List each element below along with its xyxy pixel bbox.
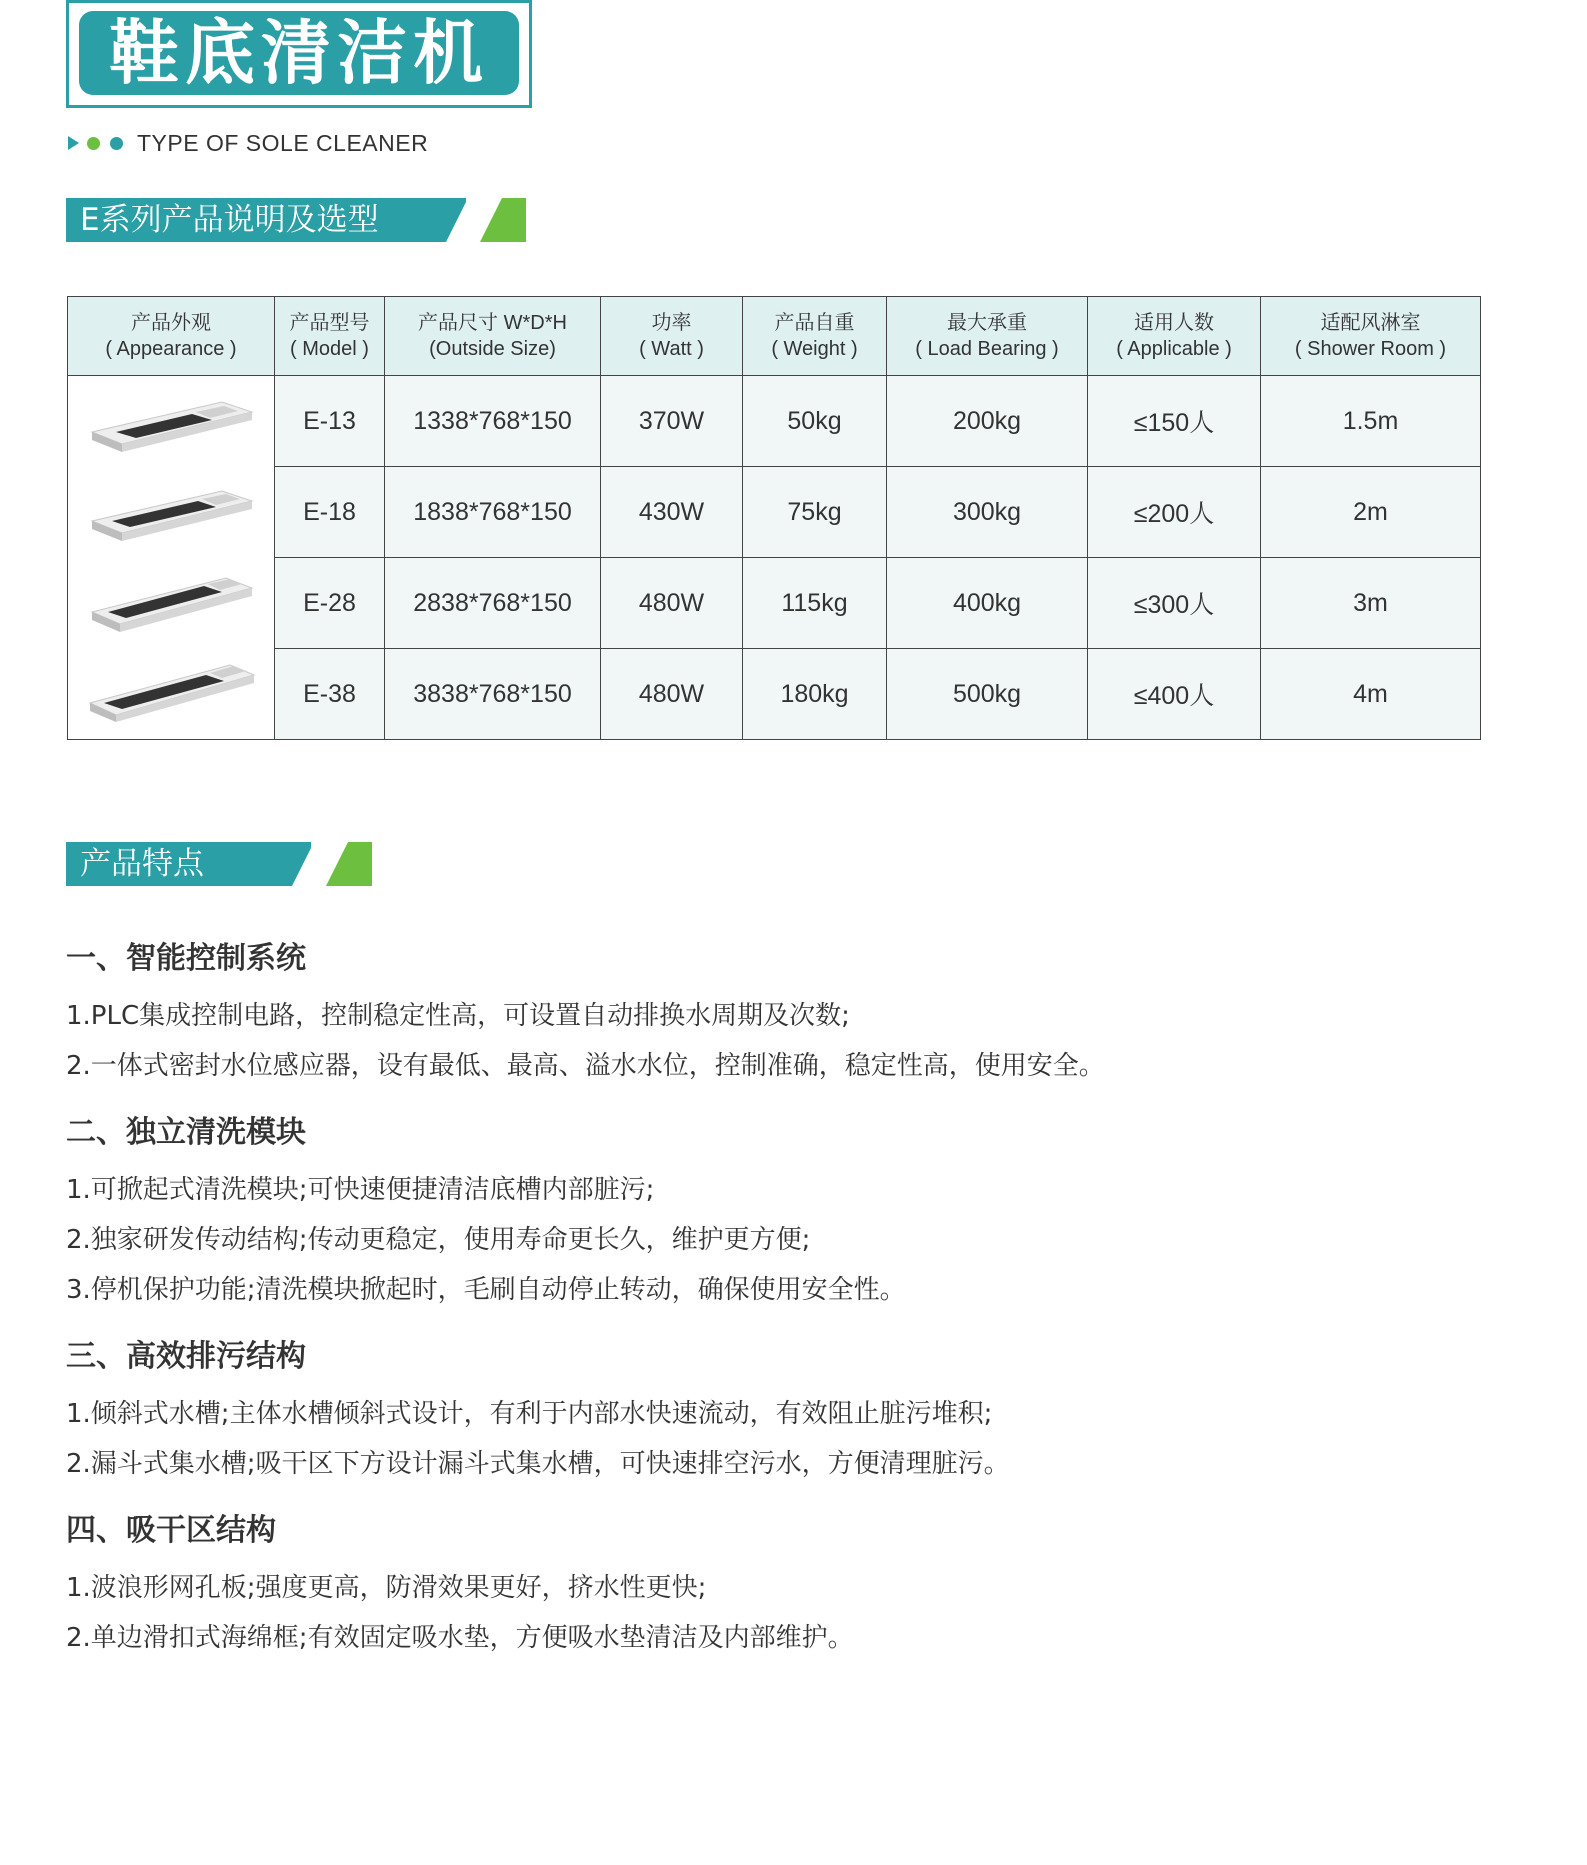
triangle-bullet-icon xyxy=(68,136,79,150)
feature-item: 2.单边滑扣式海绵框;有效固定吸水垫，方便吸水垫清洁及内部维护。 xyxy=(66,1623,854,1653)
header-weight: 产品自重 ( Weight ) xyxy=(743,297,887,376)
page-title: 鞋底清洁机 xyxy=(109,12,489,94)
subtitle-row xyxy=(68,130,428,156)
product-image-e38 xyxy=(86,659,256,723)
header-shower-room: 适配风淋室 ( Shower Room ) xyxy=(1261,297,1481,376)
header-appearance: 产品外观 ( Appearance ) xyxy=(68,297,275,376)
feature-item: 2.独家研发传动结构;传动更稳定，使用寿命更长久，维护更方便; xyxy=(66,1225,811,1255)
header-size: 产品尺寸 W*D*H (Outside Size) xyxy=(385,297,601,376)
product-image-e13 xyxy=(86,392,256,456)
feature-item: 1.PLC集成控制电路，控制稳定性高，可设置自动排换水周期及次数; xyxy=(66,1001,850,1031)
cell-size: 1838*768*150 xyxy=(385,467,601,558)
cell-model: E-18 xyxy=(275,467,385,558)
table-row xyxy=(68,649,1481,740)
feature-item: 3.停机保护功能;清洗模块掀起时，毛刷自动停止转动，确保使用安全性。 xyxy=(66,1275,906,1305)
cell-model: E-28 xyxy=(275,558,385,649)
product-image-e18 xyxy=(86,481,256,545)
table-header-row xyxy=(68,297,1481,376)
header-applicable: 适用人数 ( Applicable ) xyxy=(1088,297,1261,376)
cell-size: 2838*768*150 xyxy=(385,558,601,649)
cell-applicable: ≤400人 xyxy=(1088,649,1261,740)
feature-group-drying-zone xyxy=(66,1507,1446,1663)
feature-item: 2.漏斗式集水槽;吸干区下方设计漏斗式集水槽，可快速排空污水，方便清理脏污。 xyxy=(66,1449,1010,1479)
feature-heading: 一、智能控制系统 xyxy=(66,941,306,976)
feature-heading: 二、独立清洗模块 xyxy=(66,1115,306,1150)
cell-model: E-38 xyxy=(275,649,385,740)
features-list xyxy=(66,935,1446,1681)
cell-watt: 480W xyxy=(601,649,743,740)
teal-dot-icon xyxy=(110,137,123,150)
cell-room: 1.5m xyxy=(1261,376,1481,467)
table-row xyxy=(68,467,1481,558)
cell-room: 2m xyxy=(1261,467,1481,558)
cell-watt: 480W xyxy=(601,558,743,649)
product-images xyxy=(68,380,274,736)
cell-applicable: ≤150人 xyxy=(1088,376,1261,467)
cell-load: 400kg xyxy=(887,558,1088,649)
page-subtitle: TYPE OF SOLE CLEANER xyxy=(137,129,429,156)
title-badge xyxy=(79,11,519,95)
feature-item: 1.波浪形网孔板;强度更高，防滑效果更好，挤水性更快; xyxy=(66,1573,707,1603)
cell-weight: 75kg xyxy=(743,467,887,558)
cell-model: E-13 xyxy=(275,376,385,467)
cell-load: 200kg xyxy=(887,376,1088,467)
appearance-cell xyxy=(68,376,275,740)
header-model: 产品型号 ( Model ) xyxy=(275,297,385,376)
cell-watt: 430W xyxy=(601,467,743,558)
section-title: 产品特点 xyxy=(80,846,204,882)
section-banner-features xyxy=(66,842,356,886)
cell-weight: 115kg xyxy=(743,558,887,649)
feature-group-control xyxy=(66,935,1446,1091)
section-banner-series xyxy=(66,198,506,242)
header-load: 最大承重 ( Load Bearing ) xyxy=(887,297,1088,376)
cell-size: 3838*768*150 xyxy=(385,649,601,740)
cell-room: 4m xyxy=(1261,649,1481,740)
feature-heading: 三、高效排污结构 xyxy=(66,1339,306,1374)
table-row xyxy=(68,376,1481,467)
product-image-e28 xyxy=(86,570,256,634)
cell-weight: 180kg xyxy=(743,649,887,740)
table-row xyxy=(68,558,1481,649)
green-dot-icon xyxy=(87,137,100,150)
banner-stripe-icon xyxy=(292,842,372,886)
cell-applicable: ≤200人 xyxy=(1088,467,1261,558)
header-watt: 功率 ( Watt ) xyxy=(601,297,743,376)
cell-load: 300kg xyxy=(887,467,1088,558)
spec-table xyxy=(67,296,1481,740)
feature-group-cleaning-module xyxy=(66,1109,1446,1315)
feature-group-drainage xyxy=(66,1333,1446,1489)
cell-room: 3m xyxy=(1261,558,1481,649)
cell-watt: 370W xyxy=(601,376,743,467)
title-frame xyxy=(66,0,532,108)
cell-size: 1338*768*150 xyxy=(385,376,601,467)
section-title: E系列产品说明及选型 xyxy=(80,202,379,238)
feature-heading: 四、吸干区结构 xyxy=(66,1513,276,1548)
banner-stripe-icon xyxy=(446,198,526,242)
cell-load: 500kg xyxy=(887,649,1088,740)
feature-item: 1.倾斜式水槽;主体水槽倾斜式设计，有利于内部水快速流动，有效阻止脏污堆积; xyxy=(66,1399,993,1429)
cell-weight: 50kg xyxy=(743,376,887,467)
feature-item: 1.可掀起式清洗模块;可快速便捷清洁底槽内部脏污; xyxy=(66,1175,655,1205)
feature-item: 2.一体式密封水位感应器，设有最低、最高、溢水水位，控制准确，稳定性高，使用安全。 xyxy=(66,1051,1105,1081)
cell-applicable: ≤300人 xyxy=(1088,558,1261,649)
